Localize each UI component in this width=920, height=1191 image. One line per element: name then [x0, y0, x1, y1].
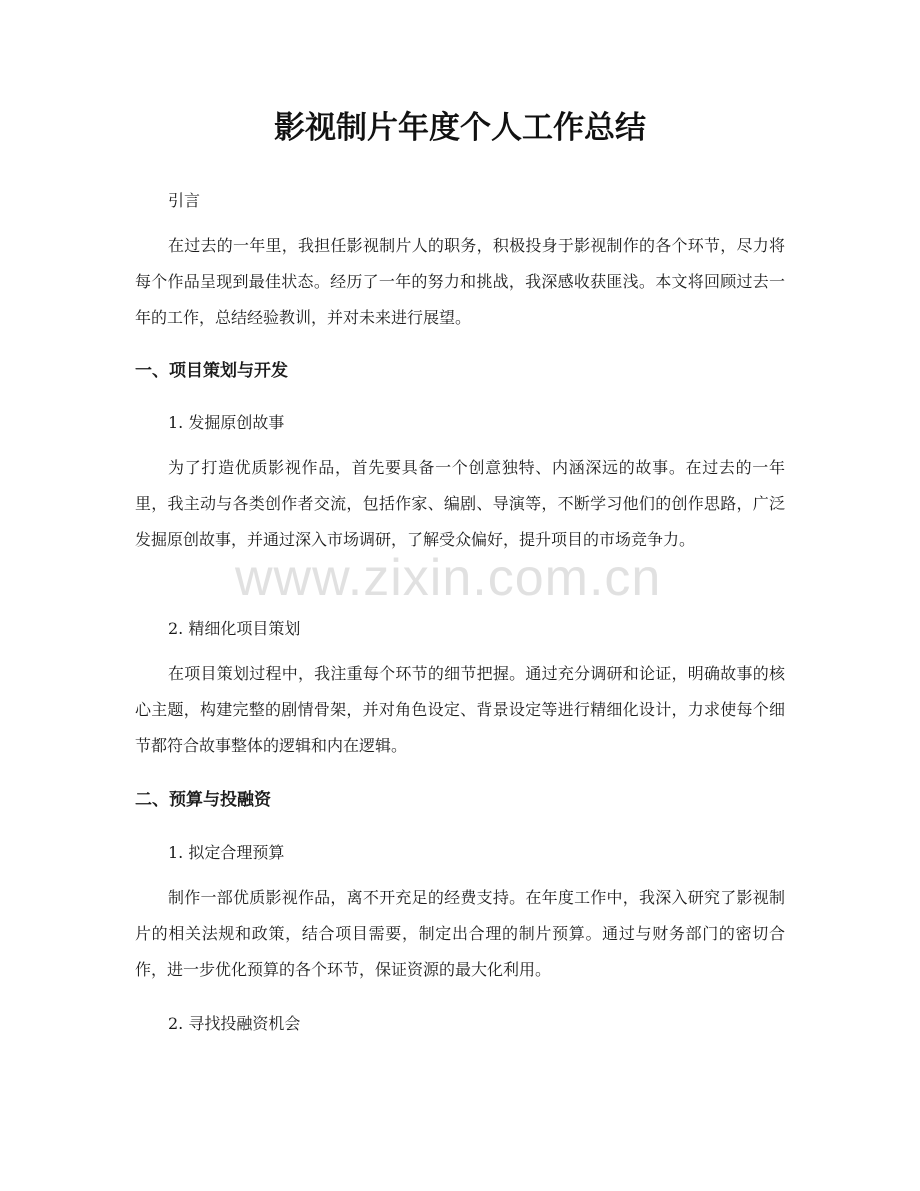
subsection-title-budget: 1. 拟定合理预算 [168, 843, 285, 862]
intro-paragraph: 在过去的一年里，我担任影视制片人的职务，积极投身于影视制作的各个环节，尽力将每个作品呈现到最佳状态。经历了一年的努力和挑战，我深感收获匪浅。本文将回顾过去一年的工作，总结经验教训，并对未来进行展望。 [135, 236, 785, 327]
section-heading-budget: 二、预算与投融资 [135, 790, 271, 810]
paragraph-project-planning: 在项目策划过程中，我注重每个环节的细节把握。通过充分调研和论证，明确故事的核心主题，构建完整的剧情骨架，并对角色设定、背景设定等进行精细化设计，力求使每个细节都符合故事整体的逻辑和内在逻辑。 [135, 664, 785, 755]
section-heading-planning: 一、项目策划与开发 [135, 361, 288, 381]
subsection-title-original-story: 1. 发掘原创故事 [168, 413, 285, 432]
paragraph-original-story: 为了打造优质影视作品，首先要具备一个创意独特、内涵深远的故事。在过去的一年里，我主动与各类创作者交流，包括作家、编剧、导演等，不断学习他们的创作思路，广泛发掘原创故事，并通过深入市场调研，了解受众偏好，提升项目的市场竞争力。 [135, 458, 785, 549]
watermark: www.zixin.com.cn [235, 549, 662, 607]
paragraph-budget: 制作一部优质影视作品，离不开充足的经费支持。在年度工作中，我深入研究了影视制片的相关法规和政策，结合项目需要，制定出合理的制片预算。通过与财务部门的密切合作，进一步优化预算的各个环节，保证资源的最大化利用。 [135, 888, 785, 979]
subsection-title-financing: 2. 寻找投融资机会 [168, 1014, 301, 1033]
document-title: 影视制片年度个人工作总结 [274, 110, 646, 146]
subsection-title-project-planning: 2. 精细化项目策划 [168, 619, 301, 638]
intro-label: 引言 [168, 191, 201, 210]
